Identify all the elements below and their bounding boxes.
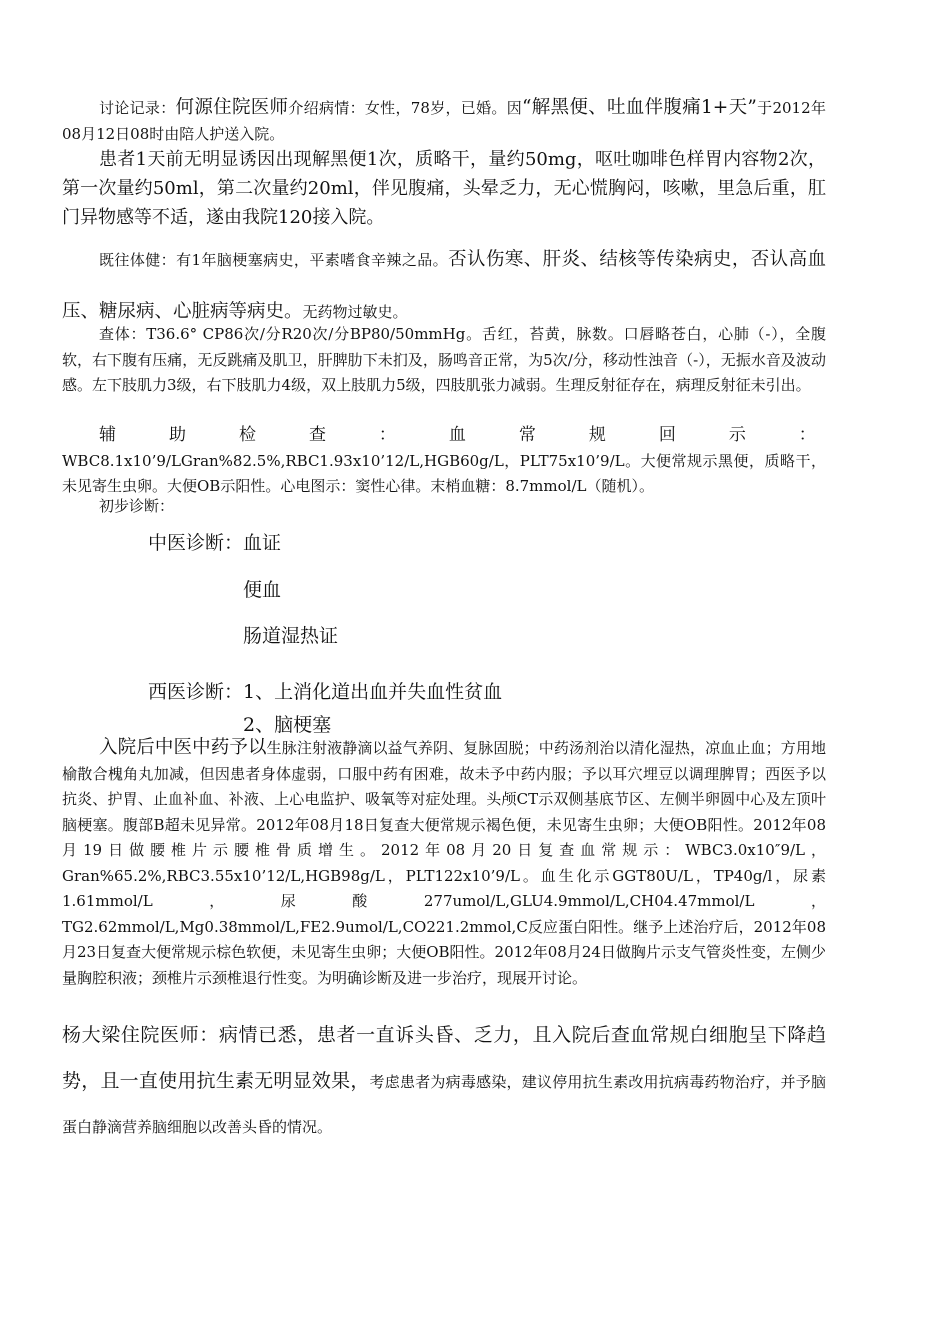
admission-text: 于2012年08月12日08时由陪人护送入院。 <box>62 99 826 143</box>
western-diagnosis <box>148 677 502 704</box>
western-diagnosis-1: 1、上消化道出血并失血性贫血 <box>243 681 503 703</box>
western-diagnosis-2: 2、脑梗塞 <box>243 714 332 736</box>
tcm-diagnosis-2: 便血 <box>243 579 282 601</box>
tcm-label: 中医诊断： <box>148 532 244 554</box>
aux-label: 辅助检查： <box>99 425 449 445</box>
chief-complaint: “解黑便、吐血伴腹痛1+天” <box>522 97 757 118</box>
past-history-part2: 否认伤寒、肝炎、结核等传染病史， <box>448 249 751 270</box>
tcm-diagnosis-1: 血证 <box>243 532 282 554</box>
auxiliary-exam <box>62 423 826 500</box>
speaker-name: 何源住院医师 <box>175 97 289 118</box>
yang-opinion <box>62 1013 826 1150</box>
past-history-part1: 既往体健：有1年脑梗塞病史，平素嗜食辛辣之品。 <box>99 251 449 269</box>
preliminary-diagnosis-label: 初步诊断： <box>99 497 175 515</box>
past-history-part4: 无药物过敏史。 <box>302 303 408 321</box>
western-label: 西医诊断： <box>148 681 244 703</box>
present-illness: 患者1天前无明显诱因出现解黑便1次，质略干，量约50mg，呕吐咖啡色样胃内容物2次，第一次量约50ml，第二次量约20ml，伴见腹痛，头晕乏力，无心慌胸闷，咳嗽，里急后重，肛门异物感等不适，遂由我院120接入院。 <box>62 149 826 228</box>
treatment-course <box>62 735 826 991</box>
tcm-diagnosis <box>148 528 281 555</box>
cbc-label: 血常规回示： <box>448 425 827 445</box>
intro-text: 介绍病情：女性，78岁，已婚。因 <box>288 99 523 117</box>
yang-rest: 考虑患者为病毒感染，建议停用抗生素改用抗病毒药物治疗，并予脑蛋白静滴营养脑细胞以改善头昏的情况。 <box>62 1073 826 1136</box>
past-history-part3: 否认高血压、糖尿病、心脏病等病史。 <box>62 249 826 322</box>
aux-text: WBC8.1x10’9/LGran%82.5%,RBC1.93x10’12/L,HGB60g/L，PLT75x10’9/L。大便常规示黑便，质略干，未见寄生虫卵。大便OB示阳性。心电图示：窦性心律。末梢血糖：8.7mmol/L（随机）。 <box>62 451 826 495</box>
discussion-label: 讨论记录： <box>99 99 176 117</box>
course-lead: 入院后中医中药予以 <box>99 737 267 758</box>
tcm-diagnosis-3: 肠道湿热证 <box>243 625 339 647</box>
discussion-intro <box>62 95 826 147</box>
course-text: 生脉注射液静滴以益气养阴、复脉固脱；中药汤剂治以清化湿热，凉血止血；方用地榆散合槐角丸加减，但因患者身体虚弱，口服中药有困难，故未予中药内服；予以耳穴埋豆以调理脾胃；西医予以抗炎、护胃、止血补血、补液、上心电监护、吸氧等对症处理。头颅CT示双侧基底节区、左侧半卵圆中心及左顶叶脑梗塞。腹部B超未见异常。2012年08月18日复查大便常规示褐色便，未见寄生虫卵；大便OB阳性。2012年08月19日做腰椎片示腰椎骨质增生。2012年08月20日复查血常规示：WBC3.0x10″9/L，Gran%65.2%,RBC3.55x10’12/L,HGB98g/L，PLT122x10’9/L。血生化示GGT80U/L，TP40g/l，尿素1.61mmol/L，尿酸277umol/L,GLU4.9mmol/L,CH04.47mmol/L，TG2.62mmol/L,Mg0.38mmol/L,FE2.9umol/L,CO221.2mmol,C反应蛋白阳性。继予上述治疗后，2012年08月23日复查大便常规示棕色软便，未见寄生虫卵；大便OB阳性。2012年08月24日做胸片示支气管炎性变，左侧少量胸腔积液；颈椎片示颈椎退行性变。为明确诊断及进一步治疗，现展开讨论。 <box>62 739 826 987</box>
physical-exam: 查体：T36.6° CP86次/分R20次/分BP80/50mmHg。舌红，苔黄，脉数。口唇略苍白，心肺（-），全腹软，右下腹有压痛，无反跳痛及肌卫，肝脾肋下未扪及，肠鸣音正常，为5次/分，移动性浊音（-），无振水音及波动感。左下肢肌力3级，右下肢肌力4级，双上肢肌力5级，四肢肌张力减弱。生理反射征存在，病理反射征未引出。 <box>62 325 826 394</box>
yang-lead: 杨大梁住院医师：病情已悉，患者一直诉头昏、乏力，且入院后查血常规白细胞呈下降趋势，且一直使用抗生素无明显效果， <box>62 1024 826 1092</box>
